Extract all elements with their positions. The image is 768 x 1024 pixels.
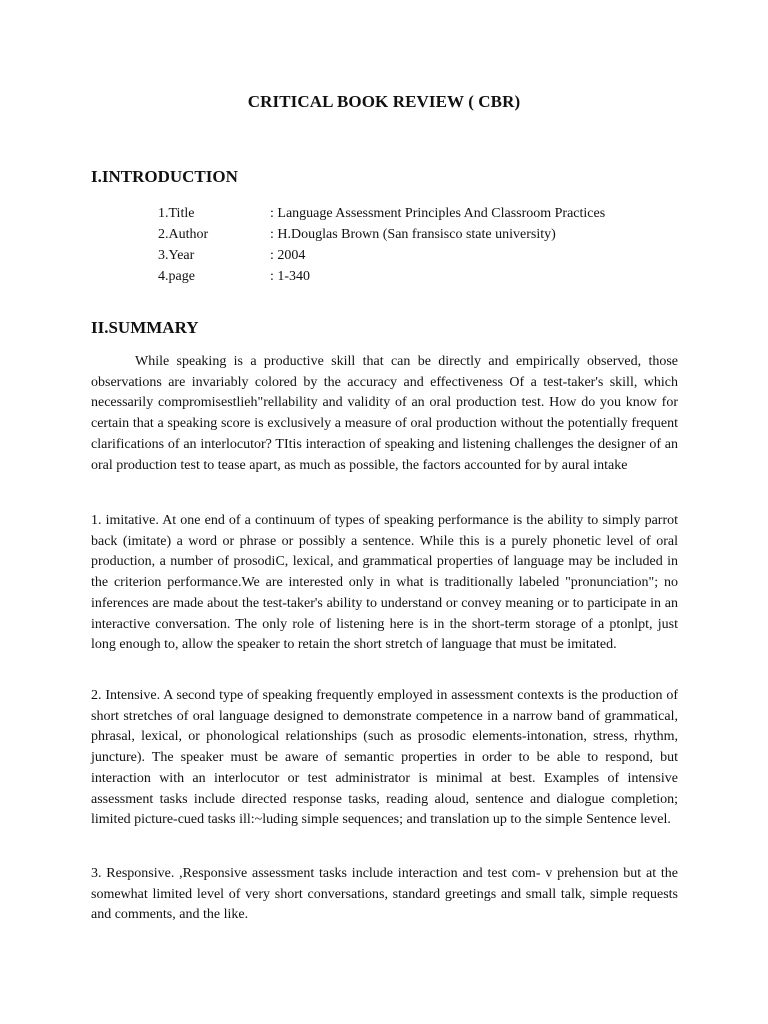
info-label: 3.Year (158, 248, 195, 263)
summary-paragraph-intro: While speaking is a productive skill that can be directly and empirically observed, those observations are invariably colored by the accuracy and effectiveness Of a test-taker's skill, which necessarily compromisestlieh"rellability and validity of an oral production test. How do you know for certain that a speaking score is exclusively a measure of oral production without the potentially frequent clarifications of an interlocutor? TItis interaction of speaking and listening challenges the designer of an oral production test to tease apart, as much as possible, the factors accounted for by aural intake (91, 354, 678, 473)
summary-heading: II.SUMMARY (91, 318, 199, 337)
info-label: 4.page (158, 269, 195, 284)
document-title: CRITICAL BOOK REVIEW ( CBR) (247, 92, 521, 111)
introduction-heading: I.INTRODUCTION (91, 167, 238, 186)
book-info-title (158, 203, 605, 224)
info-value: : Language Assessment Principles And Classroom Practices (270, 206, 606, 221)
summary-paragraph-intensive: 2. Intensive. A second type of speaking frequently employed in assessment contexts is the production of short stretches of oral language designed to demonstrate competence in a narrow band of grammatical, phrasal, lexical, or phonological relationships (such as prosodic elements-intonation, stress, rhythm, juncture). The speaker must be aware of semantic properties in order to be able to respond, but interaction with an interlocutor or test administrator is minimal at best. Examples of intensive assessment tasks include directed response tasks, reading aloud, sentence and dialogue completion; limited picture-cued tasks ill:~luding simple sequences; and translation up to the simple Sentence level. (91, 688, 678, 828)
info-label: 2.Author (158, 227, 209, 242)
info-label: 1.Title (158, 206, 195, 221)
summary-paragraph-imitative: 1. imitative. At one end of a continuum of types of speaking performance is the ability to simply parrot back (imitate) a word or phrase or possibly a sentence. While this is a purely phonetic level of oral production, a number of prosodiC, lexical, and grammatical properties of language may be included in the criterion performance.We are interested only in what is traditionally labeled "pronunciation"; no inferences are made about the test-taker's ability to understand or convey meaning or to participate in an interactive conversation. The only role of listening here is in the short-term storage of a ptonlpt, just long enough to, allow the speaker to retain the short stretch of language that must be imitated. (91, 513, 678, 653)
info-value: : H.Douglas Brown (San fransisco state university) (270, 227, 556, 242)
info-value: : 1-340 (270, 269, 311, 284)
book-info-author (158, 224, 605, 245)
info-value: : 2004 (270, 248, 306, 263)
book-info-year (158, 245, 605, 266)
book-info-page (158, 266, 605, 287)
book-info-list (158, 203, 605, 287)
summary-paragraph-responsive: 3. Responsive. ,Responsive assessment tasks include interaction and test com- v prehension but at the somewhat limited level of very short conversations, standard greetings and small talk, simple requests and comments, and the like. (91, 866, 678, 923)
